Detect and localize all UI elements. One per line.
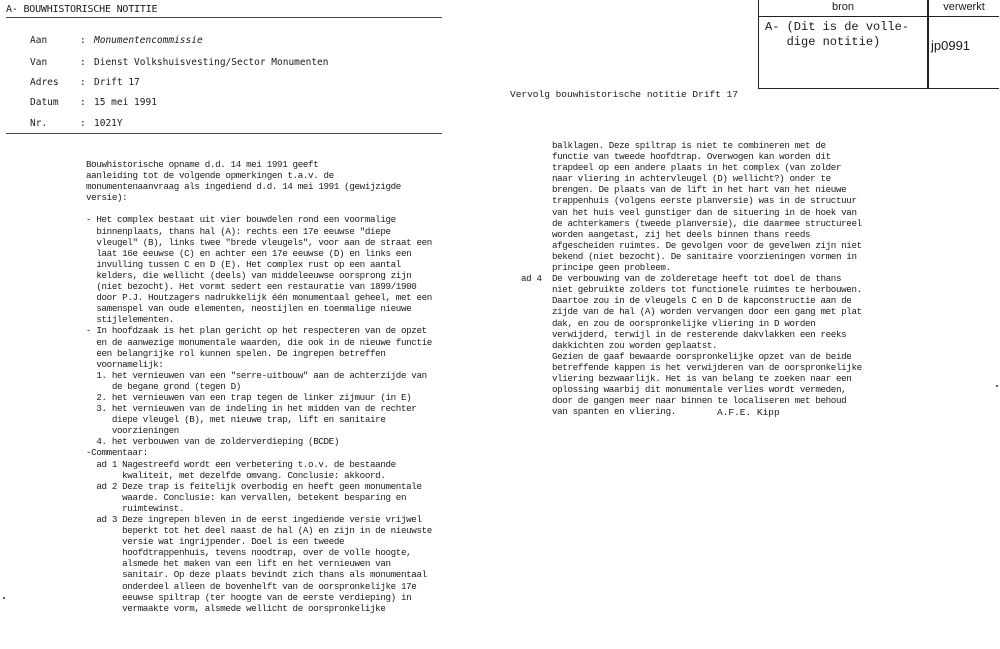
meta-separator: : — [80, 57, 86, 68]
meta-label: Aan — [30, 35, 48, 46]
meta-row-datum — [30, 97, 157, 108]
meta-value: 1021Y — [94, 118, 123, 129]
meta-row-nr — [30, 118, 123, 129]
stamp-bron-label: bron — [831, 1, 855, 13]
meta-label: Datum — [30, 97, 59, 108]
signature: A.F.E. Kipp — [717, 407, 780, 418]
stamp-bron-value: A- (Dit is de volle- dige notitie) — [765, 20, 910, 49]
meta-separator: : — [80, 35, 86, 46]
meta-row-aan — [30, 35, 203, 46]
meta-value: 15 mei 1991 — [94, 97, 157, 108]
stamp-verwerkt-label: verwerkt — [943, 1, 985, 13]
scan-speck — [996, 385, 998, 387]
header-divider — [6, 17, 442, 18]
left-body-text: Bouwhistorische opname d.d. 14 mei 1991 geeft aanleiding tot de volgende opmerkingen t.a.v. de monumentenaanvraag als ingediend d.d. 14 mei 1991 (gewijzigde versie): - Het complex bestaat uit vier bouwdelen rond een voormalige binnenplaats, thans hal (A): rechts een 17e eeuwse "diepe vleugel" (B), links twee "brede vleugels", voor aan de straat een laat 16e eeuwse (C) en achter een 17e eeuwse (D) en links een invulling tussen C en D (E). Het complex rust op een aantal kelders, die wellicht (deels) van middeleeuwse oorsprong zijn (niet bezocht). Het vormt sedert een restauratie van 1899/1900 door P.J. Houtzagers nadrukkelijk één monumentaal geheel, met een samenspel van oude elementen, neostijlen en toenmalige nieuwe stijlelementen. - In hoofdzaak is het plan gericht op het respecteren van de opzet en de aanwezige monumentale waarden, die ook in de nieuwe functie een belangrijke rol kunnen spelen. De ingrepen betreffen voornamelijk: 1. het vernieuwen van een "serre-uitbouw" aan de achterzijde van de begane grond (tegen D) 2. het vernieuwen van een trap tegen de linker zijmuur (in E) 3. het vernieuwen van de indeling in het midden van de rechter diepe vleugel (B), met nieuwe trap, lift en sanitaire voorzieningen 4. het verbouwen van de zolderverdieping (BCDE) -Commentaar: ad 1 Nagestreefd wordt een verbetering t.o.v. de bestaande kwaliteit, met dezelfde omvang. Conclusie: akkoord. ad 2 Deze trap is feitelijk overbodig en heeft geen monumentale waarde. Conclusie: kan vervallen, betekent besparing en ruimtewinst. ad 3 Deze ingrepen bleven in de eerst ingediende versie vrijwel beperkt tot het deel naast de hal (A) en zijn in de nieuwste versie wat ingrijpender. Doel is een tweede hoofdtrappenhuis, tevens noodtrap, over de volle hoogte, alsmede het maken van een lift en het vernieuwen van sanitair. Op deze plaats bevindt zich thans als monumentaal onderdeel alleen de bovenhelft van de oorspronkelijke 17e eeuwse spiltrap (ter hoogte van de eerste verdieping) in vermaakte vorm, alsmede wellicht de oorspronkelijke — [86, 159, 432, 614]
meta-label: Nr. — [30, 118, 48, 129]
meta-label: Van — [30, 57, 48, 68]
meta-row-van — [30, 57, 329, 68]
meta-label: Adres — [30, 77, 59, 88]
stamp-column-divider — [927, 0, 929, 88]
document-title: A- BOUWHISTORISCHE NOTITIE — [6, 4, 158, 15]
meta-separator: : — [80, 97, 86, 108]
meta-row-adres — [30, 77, 140, 88]
meta-value: Monumentencommissie — [94, 35, 203, 46]
stamp-verwerkt-value: jp0991 — [931, 38, 971, 53]
meta-divider — [6, 133, 442, 134]
meta-separator: : — [80, 118, 86, 129]
scan-speck — [3, 597, 5, 599]
meta-value: Drift 17 — [94, 77, 140, 88]
continuation-heading: Vervolg bouwhistorische notitie Drift 17 — [510, 89, 739, 100]
meta-value: Dienst Volkshuisvesting/Sector Monumenten — [94, 57, 329, 68]
archive-stamp — [758, 0, 999, 89]
meta-separator: : — [80, 77, 86, 88]
right-body-text: balklagen. Deze spiltrap is niet te combineren met de functie van tweede hoofdtrap. Overwogen kan worden dit trapdeel op een andere plaats in het complex (van zolder naar vliering in achtervleugel (D) wellicht?) onder te brengen. De plaats van de lift in het hart van het nieuwe trappenhuis (volgens eerste planversie) was in de structuur van het huis veel gunstiger dan de situering in de hoek van de achterkamers (tweede planversie), die daarmee structureel worden aangetast, zij het deels binnen thans reeds afgescheiden ruimtes. De gevolgen voor de gevelwen zijn niet bekend (niet bezocht). De sanitaire voorzieningen vormen in principe geen probleem. ad 4 De verbouwing van de zolderetage heeft tot doel de thans niet gebruikte zolders tot functionele ruimtes te herbouwen. Daartoe zou in de vleugels C en D de kapconstructie aan de zijde van de hal (A) worden vervangen door een gang met plat dak, en zou de oorspronkelijke vliering in D worden verwijderd, terwijl in de resterende dakvlakken een reeks dakkichten zou worden geplaatst. Gezien de gaaf bewaarde oorspronkelijke opzet van de beide betreffende kappen is het verwijderen van de oorspronkelijke vliering bezwaarlijk. Het is van belang te zoeken naar een oplossing waarbij dit monumentale verlies wordt vermeden, door de gangen meer naar binnen te localiseren met behoud van spanten en vliering. — [521, 140, 862, 418]
